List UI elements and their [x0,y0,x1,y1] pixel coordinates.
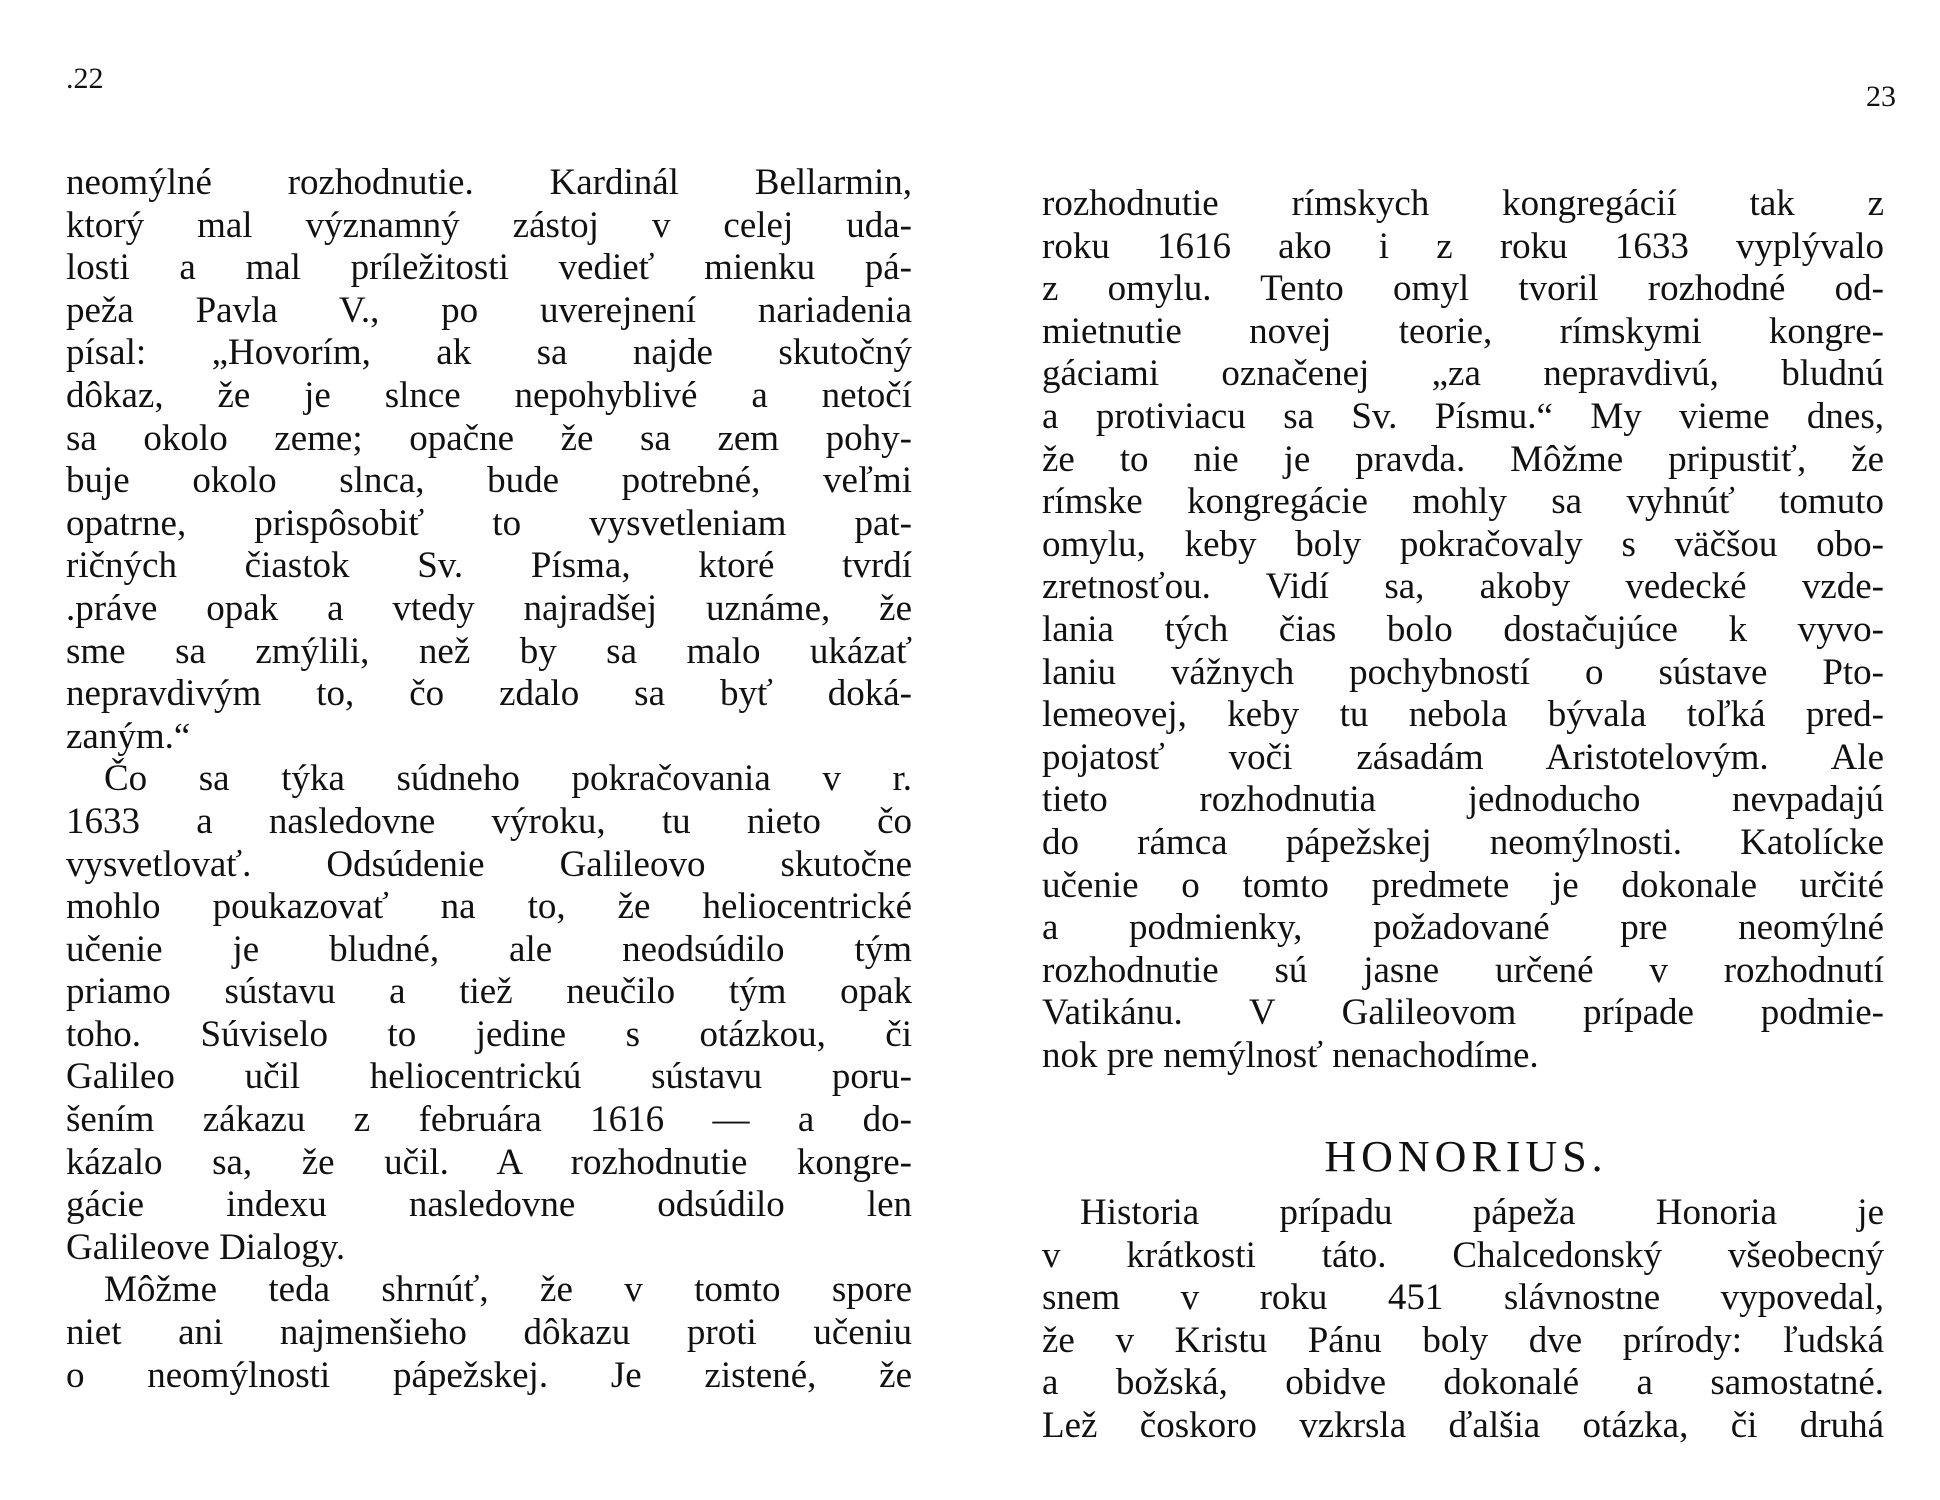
text-line: Galileove Dialogy. [66,1226,346,1268]
paragraph [66,1269,912,1397]
right-page-body-top [1042,183,1884,1077]
text-line: gáciami označenej „za nepravdivú, bludnú [1042,353,1884,395]
text-line: sa okolo zeme; opačne že sa zem pohy- [66,417,912,459]
text-line: mohlo poukazovať na to, že heliocentrické [66,886,912,928]
text-line: dôkaz, že je slnce nepohyblivé a netočí [66,374,912,416]
text-line: nok pre nemýlnosť nenachodíme. [1042,1034,1539,1076]
text-line: učenie je bludné, ale neodsúdilo tým [66,928,912,970]
text-line: priamo sústavu a tiež neučilo tým opak [66,971,912,1013]
text-line: mietnutie novej teorie, rímskymi kongre- [1042,310,1884,352]
text-line: a podmienky, požadované pre neomýlné [1042,907,1884,949]
text-line: ktorý mal významný zástoj v celej uda- [66,204,912,246]
text-line: Lež čoskoro vzkrsla ďalšia otázka, či druhá [1042,1404,1884,1446]
text-line: tieto rozhodnutia jednoducho nevpadajú [1042,779,1884,821]
text-line: laniu vážnych pochybností o sústave Pto- [1042,651,1884,693]
text-line: pojatosť voči zásadám Aristotelovým. Ale [1042,736,1884,778]
right-page-number: 23 [1866,80,1896,113]
text-line: kázalo sa, že učil. A rozhodnutie kongre- [66,1141,912,1183]
text-line: rozhodnutie sú jasne určené v rozhodnutí [1042,949,1884,991]
text-line: losti a mal príležitosti vedieť mienku pá- [66,247,912,289]
text-line: neomýlné rozhodnutie. Kardinál Bellarmin, [66,162,912,203]
text-line: šením zákazu z februára 1616 — a do- [66,1099,912,1141]
text-line: sme sa zmýlili, než by sa malo ukázať [66,630,912,672]
text-line: Čo sa týka súdneho pokračovania v r. [104,758,912,800]
text-line: Môžme teda shrnúť, že v tomto spore [104,1269,912,1311]
left-page-body [66,162,912,1397]
text-line: že v Kristu Pánu boly dve prírody: ľudská [1042,1319,1884,1361]
text-line: peža Pavla V., po uverejnení nariadenia [66,289,912,331]
right-page [970,0,1940,1500]
text-line: .práve opak a vtedy najradšej uznáme, že [66,587,912,629]
text-line: rozhodnutie rímskych kongregácií tak z [1042,183,1884,224]
text-line: a božská, obidve dokonalé a samostatné. [1042,1362,1884,1404]
text-line: lemeovej, keby tu nebola bývala toľká pred- [1042,694,1884,736]
text-line: omylu, keby boly pokračovaly s väčšou obo- [1042,523,1884,565]
text-line: niet ani najmenšieho dôkazu proti učeniu [66,1312,912,1354]
text-line: snem v roku 451 slávnostne vypovedal, [1042,1277,1884,1319]
text-line: Galileo učil heliocentrickú sústavu poru- [66,1056,912,1098]
text-line: buje okolo slnca, bude potrebné, veľmi [66,460,912,502]
text-line: toho. Súviselo to jedine s otázkou, či [66,1013,912,1055]
text-line: a protiviacu sa Sv. Písmu.“ My vieme dnes, [1042,395,1884,437]
text-line: zaným.“ [66,715,191,757]
text-line: 1633 a nasledovne výroku, tu nieto čo [66,800,912,842]
text-line: o neomýlnosti pápežskej. Je zistené, že [66,1354,912,1396]
text-line: roku 1616 ako i z roku 1633 vyplývalo [1042,225,1884,267]
section-heading: HONORIUS. [1324,1132,1608,1181]
right-page-body-bottom [1042,1192,1884,1448]
text-line: z omylu. Tento omyl tvoril rozhodné od- [1042,268,1884,310]
text-line: vysvetlovať. Odsúdenie Galileovo skutočne [66,843,912,885]
paragraph [1042,1192,1884,1448]
text-line: zretnosťou. Vidí sa, akoby vedecké vzde- [1042,566,1884,608]
text-line: Historia prípadu pápeža Honoria je [1080,1192,1884,1233]
text-line: ričných čiastok Sv. Písma, ktoré tvrdí [66,545,912,587]
paragraph [66,162,912,758]
text-line: nepravdivým to, čo zdalo sa byť doká- [66,673,912,715]
section-heading-wrap [1042,1132,1884,1182]
paragraph [66,758,912,1269]
text-line: písal: „Hovorím, ak sa najde skutočný [66,332,912,374]
left-page-number: .22 [66,62,104,95]
text-line: učenie o tomto predmete je dokonale určité [1042,864,1884,906]
text-line: v krátkosti táto. Chalcedonský všeobecný [1042,1234,1884,1276]
text-line: rímske kongregácie mohly sa vyhnúť tomuto [1042,481,1884,523]
text-line: Vatikánu. V Galileovom prípade podmie- [1042,992,1884,1034]
text-line: do rámca pápežskej neomýlnosti. Katolícke [1042,821,1884,863]
text-line: gácie indexu nasledovne odsúdilo len [66,1184,912,1226]
text-line: opatrne, prispôsobiť to vysvetleniam pat- [66,502,912,544]
text-line: že to nie je pravda. Môžme pripustiť, že [1042,438,1884,480]
paragraph [1042,183,1884,1077]
text-line: lania tých čias bolo dostačujúce k vyvo- [1042,608,1884,650]
